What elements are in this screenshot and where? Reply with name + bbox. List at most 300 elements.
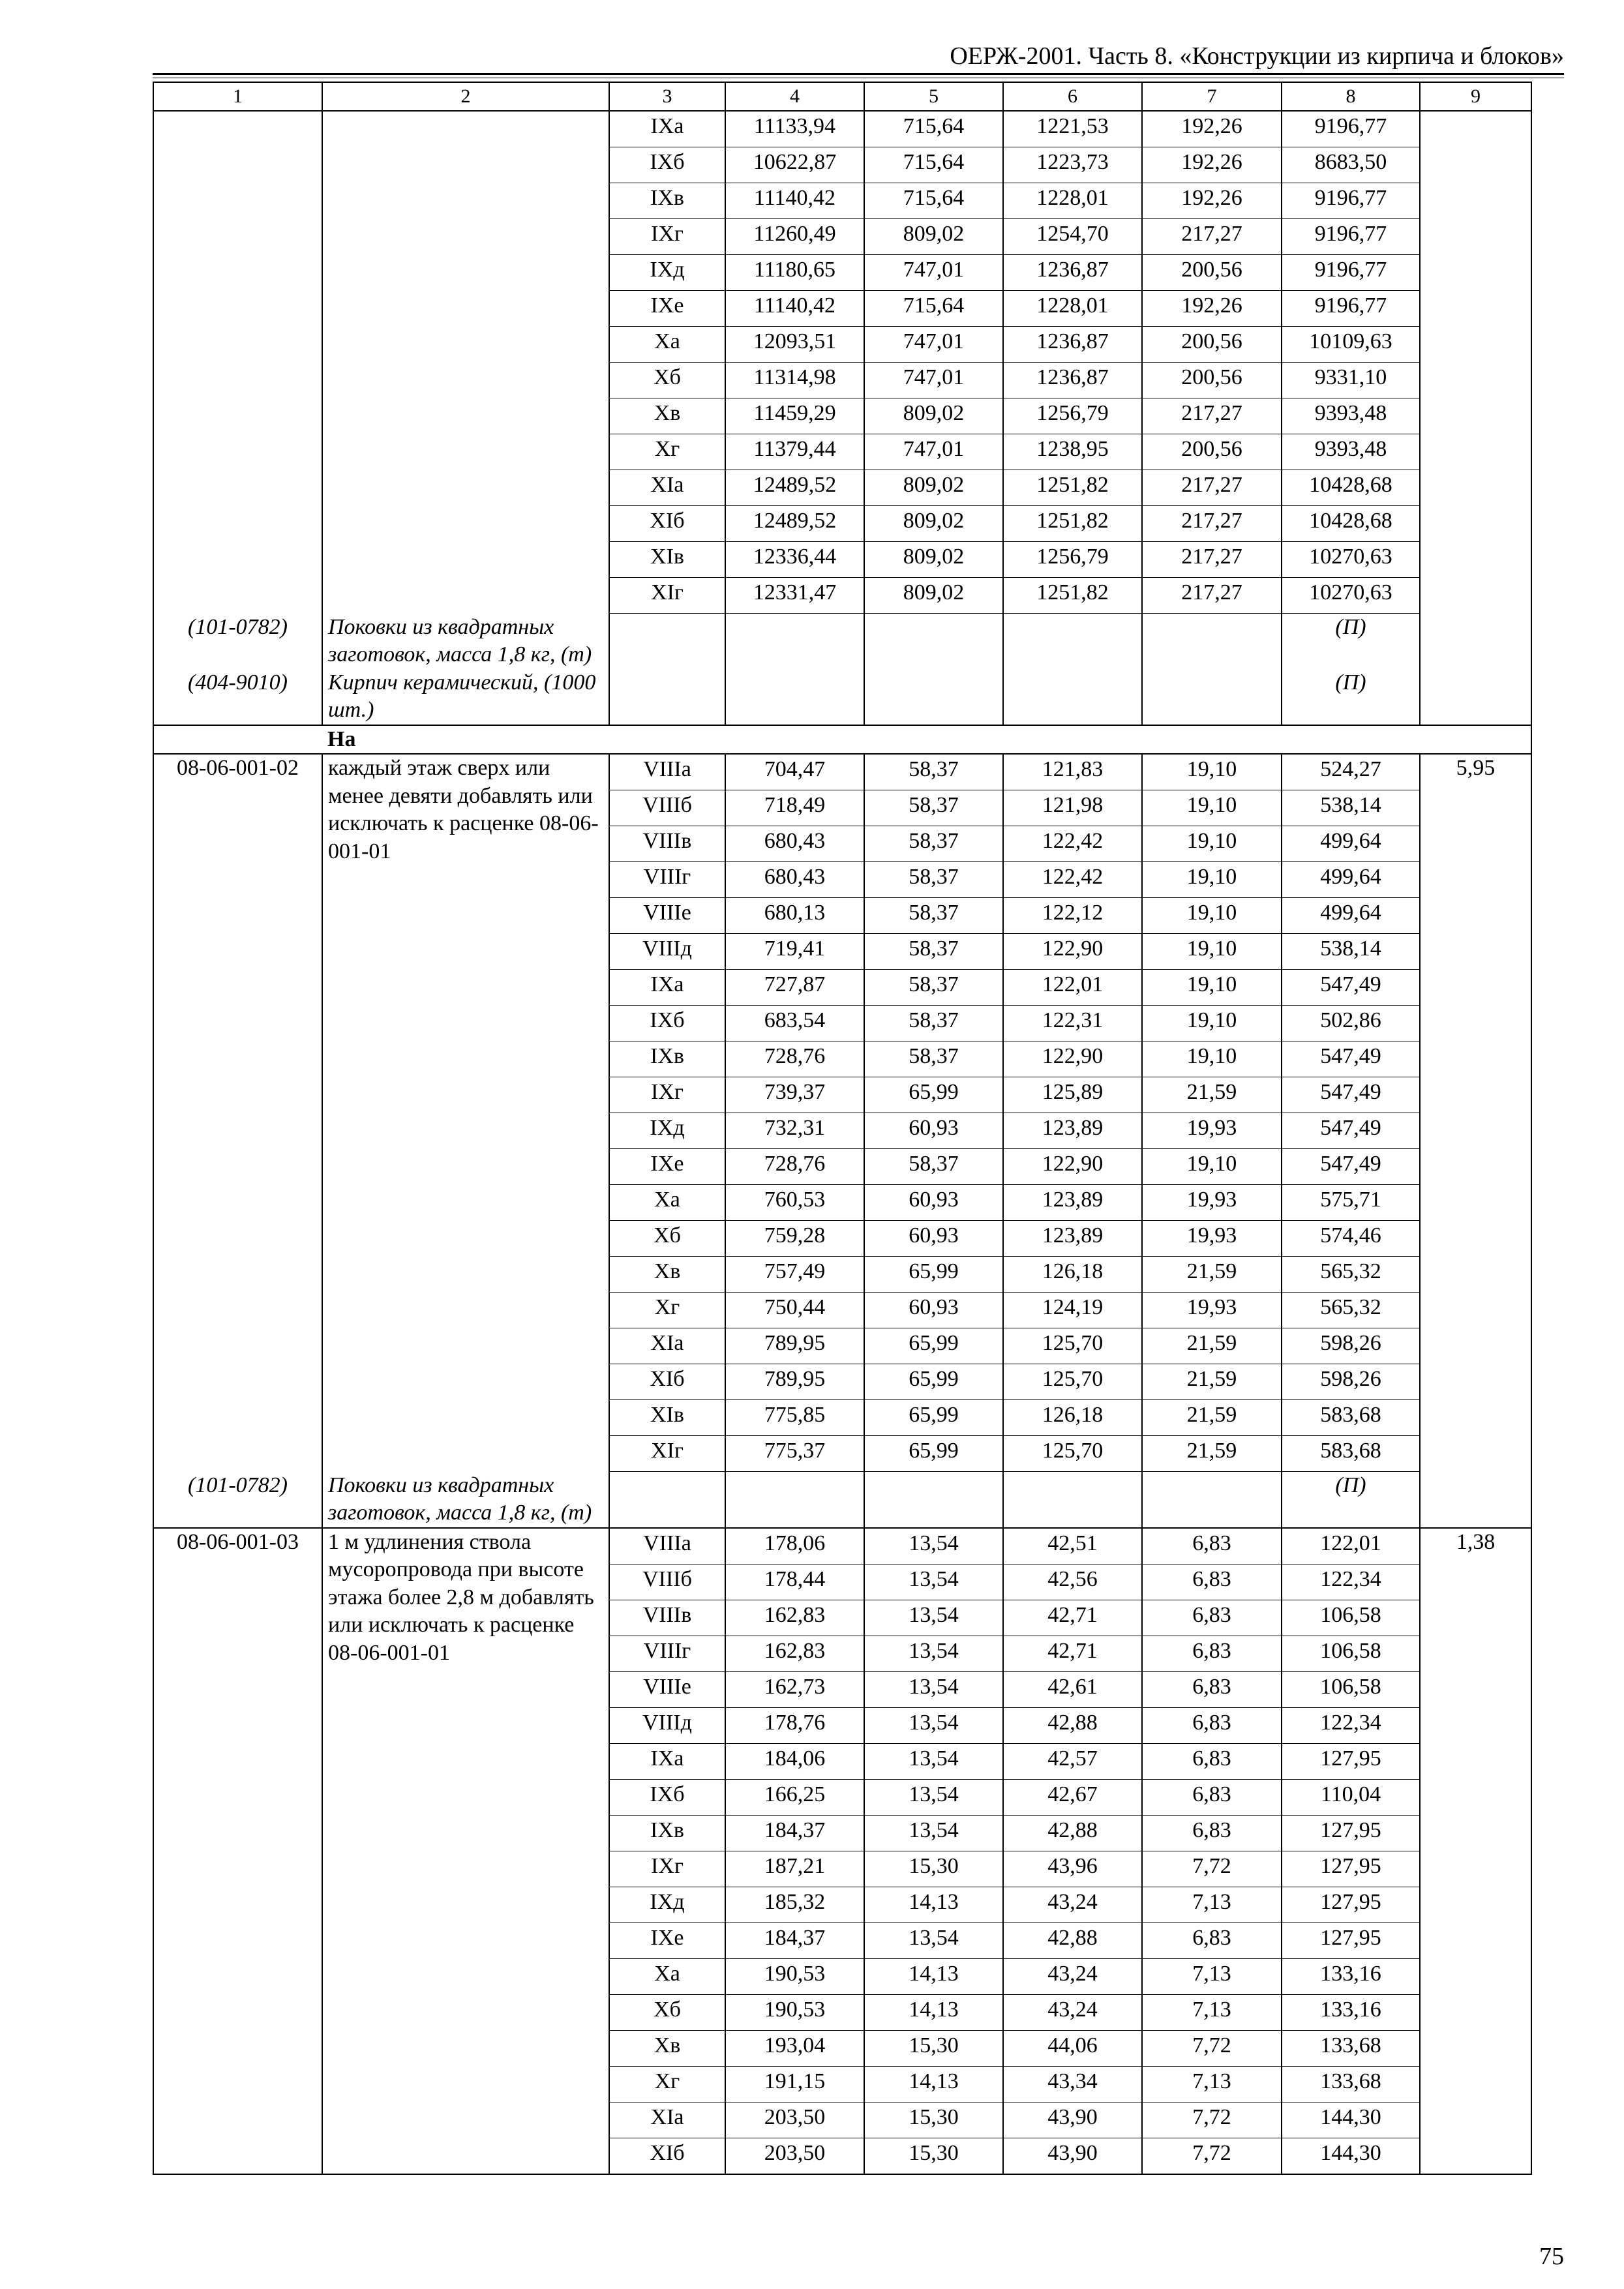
rate-value: 775,85 xyxy=(725,1400,864,1436)
rate-value: 127,95 xyxy=(1282,1815,1420,1851)
empty-cell xyxy=(864,614,1003,669)
rate-value: 1256,79 xyxy=(1003,542,1142,578)
rate-value: 217,27 xyxy=(1142,219,1282,255)
rate-zone: IXб xyxy=(609,1006,725,1041)
rate-value: 11260,49 xyxy=(725,219,864,255)
rate-value: 6,83 xyxy=(1142,1815,1282,1851)
rate-value: 9196,77 xyxy=(1282,183,1420,219)
rate-value: 21,59 xyxy=(1142,1364,1282,1400)
rate-value: 12093,51 xyxy=(725,327,864,363)
rate-value: 499,64 xyxy=(1282,826,1420,862)
rate-value: 187,21 xyxy=(725,1851,864,1887)
rate-value: 192,26 xyxy=(1142,291,1282,327)
rate-value: 60,93 xyxy=(864,1221,1003,1257)
rate-zone: Xг xyxy=(609,2066,725,2102)
rate-value: 65,99 xyxy=(864,1257,1003,1293)
resource-mark: (П) xyxy=(1282,669,1420,725)
rate-value: 747,01 xyxy=(864,363,1003,398)
rate-value: 704,47 xyxy=(725,754,864,790)
rate-value: 19,10 xyxy=(1142,970,1282,1006)
rate-value: 193,04 xyxy=(725,2030,864,2066)
header-rule xyxy=(153,73,1564,75)
rate-value: 10270,63 xyxy=(1282,578,1420,614)
column-numbers-row xyxy=(153,82,1531,111)
rate-zone: Xб xyxy=(609,1221,725,1257)
rate-value: 166,25 xyxy=(725,1779,864,1815)
empty-cell xyxy=(725,614,864,669)
rate-value: 1236,87 xyxy=(1003,363,1142,398)
rate-value: 1238,95 xyxy=(1003,434,1142,470)
rate-value: 1221,53 xyxy=(1003,111,1142,147)
empty-cell xyxy=(725,1472,864,1528)
rate-value: 6,83 xyxy=(1142,1743,1282,1779)
rate-value: 739,37 xyxy=(725,1077,864,1113)
rate-zone: VIIIв xyxy=(609,1600,725,1636)
rate-value: 11140,42 xyxy=(725,183,864,219)
rate-value: 123,89 xyxy=(1003,1185,1142,1221)
rate-value: 502,86 xyxy=(1282,1006,1420,1041)
rate-zone: XIа xyxy=(609,470,725,506)
rate-value: 15,30 xyxy=(864,2030,1003,2066)
rate-value: 547,49 xyxy=(1282,1113,1420,1149)
rate-zone: Xв xyxy=(609,1257,725,1293)
rate-value: 9331,10 xyxy=(1282,363,1420,398)
rate-value: 9196,77 xyxy=(1282,255,1420,291)
rate-value: 19,10 xyxy=(1142,862,1282,898)
rate-value: 19,10 xyxy=(1142,1006,1282,1041)
rate-zone: VIIIд xyxy=(609,1707,725,1743)
rate-zone: XIб xyxy=(609,1364,725,1400)
rate-value: 122,90 xyxy=(1003,1041,1142,1077)
rate-value: 65,99 xyxy=(864,1436,1003,1472)
rate-value: 65,99 xyxy=(864,1364,1003,1400)
empty-cell xyxy=(864,1472,1003,1528)
rate-col9: 5,95 xyxy=(1420,754,1531,1528)
rate-value: 19,93 xyxy=(1142,1185,1282,1221)
rate-zone: IXг xyxy=(609,1077,725,1113)
rate-value: 19,10 xyxy=(1142,1041,1282,1077)
rate-zone: XIа xyxy=(609,2102,725,2138)
resource-name: Поковки из квадратных заготовок, масса 1,8 кг, (т) xyxy=(322,1472,609,1528)
rate-value: 6,83 xyxy=(1142,1564,1282,1600)
rate-value: 747,01 xyxy=(864,255,1003,291)
rate-value: 58,37 xyxy=(864,754,1003,790)
column-number: 5 xyxy=(864,82,1003,111)
rate-zone: IXд xyxy=(609,1113,725,1149)
rate-value: 1254,70 xyxy=(1003,219,1142,255)
rate-value: 58,37 xyxy=(864,1149,1003,1185)
column-number: 4 xyxy=(725,82,864,111)
rate-value: 178,76 xyxy=(725,1707,864,1743)
table-row xyxy=(153,111,1531,147)
rate-value: 190,53 xyxy=(725,1958,864,1994)
rate-value: 192,26 xyxy=(1142,147,1282,183)
rate-value: 121,98 xyxy=(1003,790,1142,826)
rate-value: 125,70 xyxy=(1003,1364,1142,1400)
rate-value: 760,53 xyxy=(725,1185,864,1221)
rate-value: 6,83 xyxy=(1142,1600,1282,1636)
rate-value: 42,57 xyxy=(1003,1743,1142,1779)
rate-value: 184,06 xyxy=(725,1743,864,1779)
rate-value: 7,13 xyxy=(1142,2066,1282,2102)
rate-value: 60,93 xyxy=(864,1293,1003,1328)
rate-value: 19,10 xyxy=(1142,754,1282,790)
rate-value: 6,83 xyxy=(1142,1707,1282,1743)
rate-value: 42,71 xyxy=(1003,1600,1142,1636)
rate-value: 162,83 xyxy=(725,1636,864,1671)
column-number: 3 xyxy=(609,82,725,111)
rate-value: 809,02 xyxy=(864,506,1003,542)
rate-value: 809,02 xyxy=(864,542,1003,578)
rate-zone: Xа xyxy=(609,327,725,363)
empty-cell xyxy=(1142,614,1282,669)
rate-zone: Xб xyxy=(609,1994,725,2030)
rate-value: 21,59 xyxy=(1142,1328,1282,1364)
section-title-row xyxy=(153,725,1531,755)
rate-value: 1256,79 xyxy=(1003,398,1142,434)
rate-value: 19,10 xyxy=(1142,934,1282,970)
rate-value: 598,26 xyxy=(1282,1364,1420,1400)
rate-value: 747,01 xyxy=(864,327,1003,363)
rate-value: 43,24 xyxy=(1003,1994,1142,2030)
rate-value: 789,95 xyxy=(725,1328,864,1364)
rate-value: 162,73 xyxy=(725,1671,864,1707)
rate-zone: XIг xyxy=(609,1436,725,1472)
rate-value: 19,10 xyxy=(1142,1149,1282,1185)
rate-value: 9393,48 xyxy=(1282,398,1420,434)
rate-value: 21,59 xyxy=(1142,1436,1282,1472)
rate-value: 184,37 xyxy=(725,1922,864,1958)
empty-cell xyxy=(1003,669,1142,725)
rate-value: 65,99 xyxy=(864,1400,1003,1436)
rate-value: 162,83 xyxy=(725,1600,864,1636)
rate-value: 217,27 xyxy=(1142,398,1282,434)
rate-value: 42,88 xyxy=(1003,1922,1142,1958)
rate-value: 565,32 xyxy=(1282,1293,1420,1328)
rate-value: 133,68 xyxy=(1282,2066,1420,2102)
rate-description: каждый этаж сверх или менее девяти добавлять или исключать к расценке 08-06-001-01 xyxy=(322,754,609,1472)
rate-zone: IXд xyxy=(609,1887,725,1922)
rate-value: 1251,82 xyxy=(1003,578,1142,614)
rate-value: 683,54 xyxy=(725,1006,864,1041)
rate-value: 106,58 xyxy=(1282,1600,1420,1636)
rate-value: 144,30 xyxy=(1282,2102,1420,2138)
rate-value: 42,51 xyxy=(1003,1528,1142,1564)
rate-value: 750,44 xyxy=(725,1293,864,1328)
rate-value: 42,56 xyxy=(1003,1564,1142,1600)
rate-value: 574,46 xyxy=(1282,1221,1420,1257)
rate-zone: Xа xyxy=(609,1958,725,1994)
rate-value: 719,41 xyxy=(725,934,864,970)
rate-value: 598,26 xyxy=(1282,1328,1420,1364)
rate-col9: 1,38 xyxy=(1420,1528,1531,2174)
rate-value: 19,10 xyxy=(1142,790,1282,826)
rate-zone: IXд xyxy=(609,255,725,291)
rate-value: 7,72 xyxy=(1142,2030,1282,2066)
rate-value: 1223,73 xyxy=(1003,147,1142,183)
rate-zone: IXб xyxy=(609,1779,725,1815)
empty-cell xyxy=(1003,1472,1142,1528)
rate-value: 178,44 xyxy=(725,1564,864,1600)
rate-value: 11459,29 xyxy=(725,398,864,434)
empty-cell xyxy=(609,669,725,725)
rate-value: 42,88 xyxy=(1003,1707,1142,1743)
rate-value: 11133,94 xyxy=(725,111,864,147)
rate-code: 08-06-001-02 xyxy=(153,754,322,1472)
rate-value: 575,71 xyxy=(1282,1185,1420,1221)
empty-cell xyxy=(1142,669,1282,725)
rate-value: 12489,52 xyxy=(725,470,864,506)
rates-table-body xyxy=(153,111,1531,2174)
page-number: 75 xyxy=(1539,2243,1564,2270)
rate-value: 122,90 xyxy=(1003,934,1142,970)
rate-value: 9393,48 xyxy=(1282,434,1420,470)
rate-value: 44,06 xyxy=(1003,2030,1142,2066)
rate-value: 728,76 xyxy=(725,1041,864,1077)
rate-value: 43,90 xyxy=(1003,2102,1142,2138)
rate-value: 200,56 xyxy=(1142,255,1282,291)
rate-value: 12336,44 xyxy=(725,542,864,578)
rate-value: 538,14 xyxy=(1282,934,1420,970)
rate-zone: VIIIб xyxy=(609,790,725,826)
rate-value: 127,95 xyxy=(1282,1743,1420,1779)
rate-value: 203,50 xyxy=(725,2138,864,2174)
resource-row xyxy=(153,614,1531,669)
rate-value: 775,37 xyxy=(725,1436,864,1472)
rate-value: 1236,87 xyxy=(1003,255,1142,291)
rate-value: 190,53 xyxy=(725,1994,864,2030)
rate-value: 43,34 xyxy=(1003,2066,1142,2102)
rate-value: 126,18 xyxy=(1003,1257,1142,1293)
rate-value: 12489,52 xyxy=(725,506,864,542)
rate-value: 122,90 xyxy=(1003,1149,1142,1185)
resource-name: Кирпич керамический, (1000 шт.) xyxy=(322,669,609,725)
empty-cell xyxy=(609,1472,725,1528)
rate-value: 1228,01 xyxy=(1003,183,1142,219)
rate-value: 809,02 xyxy=(864,398,1003,434)
rate-value: 10270,63 xyxy=(1282,542,1420,578)
rate-value: 58,37 xyxy=(864,862,1003,898)
rate-value: 680,43 xyxy=(725,862,864,898)
rate-value: 125,70 xyxy=(1003,1328,1142,1364)
rate-value: 133,68 xyxy=(1282,2030,1420,2066)
rate-value: 144,30 xyxy=(1282,2138,1420,2174)
rate-value: 680,13 xyxy=(725,898,864,934)
rate-value: 185,32 xyxy=(725,1887,864,1922)
empty-cell xyxy=(1142,1472,1282,1528)
rate-zone: VIIIд xyxy=(609,934,725,970)
rate-value: 13,54 xyxy=(864,1922,1003,1958)
empty-cell xyxy=(153,725,322,755)
rate-value: 680,43 xyxy=(725,826,864,862)
rate-value: 13,54 xyxy=(864,1671,1003,1707)
rate-value: 747,01 xyxy=(864,434,1003,470)
rate-value: 125,89 xyxy=(1003,1077,1142,1113)
empty-cell xyxy=(1003,614,1142,669)
rate-value: 19,93 xyxy=(1142,1221,1282,1257)
rate-value: 583,68 xyxy=(1282,1436,1420,1472)
section-title: На xyxy=(322,725,1531,755)
rate-value: 203,50 xyxy=(725,2102,864,2138)
rate-value: 200,56 xyxy=(1142,434,1282,470)
rate-value: 547,49 xyxy=(1282,1077,1420,1113)
rate-zone: IXа xyxy=(609,1743,725,1779)
rate-zone: IXе xyxy=(609,1922,725,1958)
rate-value: 10109,63 xyxy=(1282,327,1420,363)
rate-description: 1 м удлинения ствола мусоропровода при высоте этажа более 2,8 м добавлять или исключать к расценке 08-06-001-01 xyxy=(322,1528,609,2174)
rate-value: 10428,68 xyxy=(1282,470,1420,506)
column-number: 9 xyxy=(1420,82,1531,111)
rate-value: 19,10 xyxy=(1142,826,1282,862)
rate-value: 6,83 xyxy=(1142,1636,1282,1671)
rate-value: 732,31 xyxy=(725,1113,864,1149)
rate-value: 1228,01 xyxy=(1003,291,1142,327)
table-row xyxy=(153,1528,1531,1564)
rate-value: 126,18 xyxy=(1003,1400,1142,1436)
rate-value: 217,27 xyxy=(1142,542,1282,578)
rate-value: 122,34 xyxy=(1282,1707,1420,1743)
rate-zone: IXг xyxy=(609,1851,725,1887)
rate-value: 7,72 xyxy=(1142,2102,1282,2138)
rate-value: 122,01 xyxy=(1282,1528,1420,1564)
rate-value: 547,49 xyxy=(1282,1041,1420,1077)
rate-value: 178,06 xyxy=(725,1528,864,1564)
rate-value: 19,93 xyxy=(1142,1113,1282,1149)
rate-value: 133,16 xyxy=(1282,1958,1420,1994)
rate-value: 122,12 xyxy=(1003,898,1142,934)
rate-value: 191,15 xyxy=(725,2066,864,2102)
rate-value: 43,24 xyxy=(1003,1887,1142,1922)
rate-value: 9196,77 xyxy=(1282,291,1420,327)
rate-value: 60,93 xyxy=(864,1185,1003,1221)
rate-zone: Xв xyxy=(609,2030,725,2066)
rate-value: 547,49 xyxy=(1282,1149,1420,1185)
rate-value: 6,83 xyxy=(1142,1922,1282,1958)
rate-value: 809,02 xyxy=(864,578,1003,614)
rate-value: 11379,44 xyxy=(725,434,864,470)
rate-value: 58,37 xyxy=(864,970,1003,1006)
rate-value: 124,19 xyxy=(1003,1293,1142,1328)
rate-value: 106,58 xyxy=(1282,1636,1420,1671)
rate-zone: VIIIе xyxy=(609,898,725,934)
rates-table xyxy=(153,82,1532,2175)
rate-value: 14,13 xyxy=(864,1958,1003,1994)
resource-mark: (П) xyxy=(1282,1472,1420,1528)
rate-zone: IXг xyxy=(609,219,725,255)
rate-value: 13,54 xyxy=(864,1815,1003,1851)
rate-value: 727,87 xyxy=(725,970,864,1006)
rate-value: 6,83 xyxy=(1142,1671,1282,1707)
column-number: 2 xyxy=(322,82,609,111)
empty-cell xyxy=(153,111,322,614)
rate-zone: Xб xyxy=(609,363,725,398)
rate-value: 7,72 xyxy=(1142,1851,1282,1887)
rate-value: 21,59 xyxy=(1142,1257,1282,1293)
rate-value: 13,54 xyxy=(864,1743,1003,1779)
rate-value: 42,67 xyxy=(1003,1779,1142,1815)
rate-value: 11140,42 xyxy=(725,291,864,327)
rate-value: 58,37 xyxy=(864,1041,1003,1077)
rate-value: 9196,77 xyxy=(1282,111,1420,147)
rate-zone: VIIIе xyxy=(609,1671,725,1707)
rate-value: 11180,65 xyxy=(725,255,864,291)
rate-zone: Xа xyxy=(609,1185,725,1221)
rate-value: 121,83 xyxy=(1003,754,1142,790)
resource-mark: (П) xyxy=(1282,614,1420,669)
rate-value: 809,02 xyxy=(864,470,1003,506)
rate-value: 58,37 xyxy=(864,934,1003,970)
rate-value: 7,72 xyxy=(1142,2138,1282,2174)
rate-value: 123,89 xyxy=(1003,1221,1142,1257)
rate-zone: VIIIа xyxy=(609,1528,725,1564)
rate-value: 499,64 xyxy=(1282,862,1420,898)
rate-value: 43,90 xyxy=(1003,2138,1142,2174)
rate-value: 583,68 xyxy=(1282,1400,1420,1436)
rate-value: 192,26 xyxy=(1142,111,1282,147)
rate-value: 42,61 xyxy=(1003,1671,1142,1707)
rate-value: 13,54 xyxy=(864,1528,1003,1564)
rate-value: 524,27 xyxy=(1282,754,1420,790)
rate-value: 718,49 xyxy=(725,790,864,826)
rate-value: 65,99 xyxy=(864,1328,1003,1364)
rate-value: 9196,77 xyxy=(1282,219,1420,255)
rate-code: 08-06-001-03 xyxy=(153,1528,322,2174)
resource-code: (101-0782) xyxy=(153,1472,322,1528)
rate-value: 13,54 xyxy=(864,1779,1003,1815)
rate-value: 42,88 xyxy=(1003,1815,1142,1851)
rate-zone: IXа xyxy=(609,111,725,147)
column-number: 6 xyxy=(1003,82,1142,111)
rate-value: 133,16 xyxy=(1282,1994,1420,2030)
rate-zone: VIIIг xyxy=(609,1636,725,1671)
rate-value: 192,26 xyxy=(1142,183,1282,219)
rate-value: 184,37 xyxy=(725,1815,864,1851)
empty-cell xyxy=(609,614,725,669)
rate-value: 58,37 xyxy=(864,1006,1003,1041)
rate-value: 759,28 xyxy=(725,1221,864,1257)
rate-value: 123,89 xyxy=(1003,1113,1142,1149)
rate-value: 15,30 xyxy=(864,2138,1003,2174)
rate-zone: IXв xyxy=(609,183,725,219)
empty-cell xyxy=(864,669,1003,725)
rate-value: 15,30 xyxy=(864,2102,1003,2138)
column-number: 1 xyxy=(153,82,322,111)
rate-zone: Xг xyxy=(609,1293,725,1328)
rate-value: 715,64 xyxy=(864,291,1003,327)
rate-value: 1251,82 xyxy=(1003,506,1142,542)
rate-value: 19,93 xyxy=(1142,1293,1282,1328)
rate-value: 127,95 xyxy=(1282,1887,1420,1922)
rate-value: 12331,47 xyxy=(725,578,864,614)
rate-value: 43,96 xyxy=(1003,1851,1142,1887)
rate-zone: XIв xyxy=(609,542,725,578)
rate-zone: XIа xyxy=(609,1328,725,1364)
empty-cell xyxy=(1420,111,1531,725)
rate-value: 547,49 xyxy=(1282,970,1420,1006)
rate-value: 58,37 xyxy=(864,826,1003,862)
rate-zone: IXб xyxy=(609,147,725,183)
rate-zone: IXв xyxy=(609,1815,725,1851)
rate-value: 19,10 xyxy=(1142,898,1282,934)
rate-value: 715,64 xyxy=(864,111,1003,147)
resource-row xyxy=(153,1472,1531,1528)
rate-value: 21,59 xyxy=(1142,1400,1282,1436)
rate-zone: IXа xyxy=(609,970,725,1006)
rate-value: 757,49 xyxy=(725,1257,864,1293)
rate-value: 8683,50 xyxy=(1282,147,1420,183)
rate-value: 715,64 xyxy=(864,147,1003,183)
rate-value: 21,59 xyxy=(1142,1077,1282,1113)
